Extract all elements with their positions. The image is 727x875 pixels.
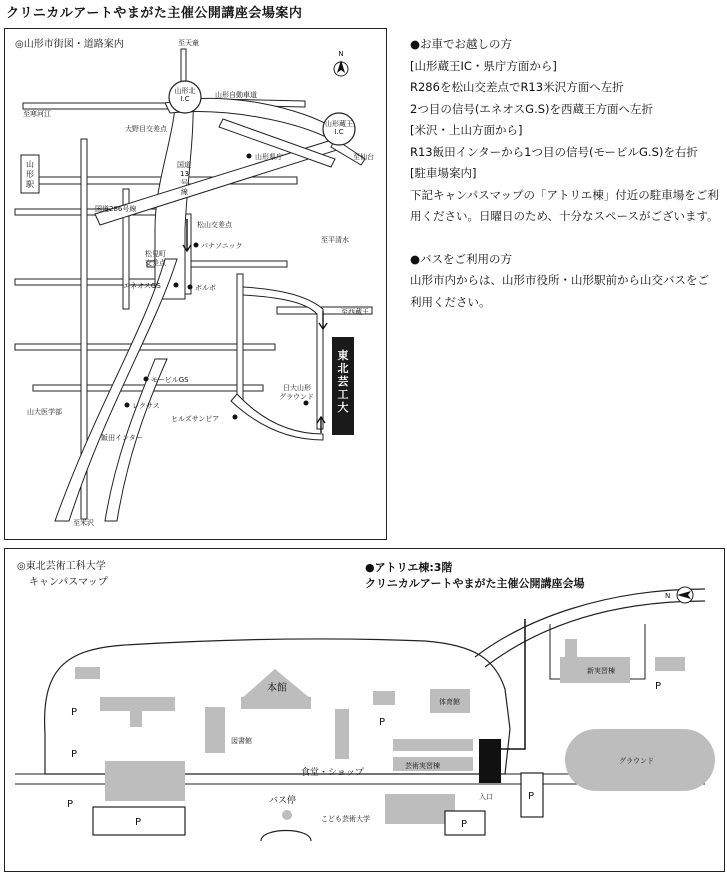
- city-map-canvas: [5, 29, 386, 539]
- label-lexus: レクサス: [132, 402, 160, 410]
- label-mobil: モービルGS: [151, 376, 189, 384]
- label-new-studio: 新実習棟: [587, 667, 615, 675]
- access-info: [410, 34, 725, 313]
- bus-heading: ●バスをご利用の方: [410, 251, 513, 266]
- page-title: クリニカルアートやまがた主催公開講座会場案内: [6, 6, 303, 21]
- label-nichidai: 日大山形グラウンド: [279, 384, 314, 401]
- label-to-yonezawa: 至米沢: [73, 519, 94, 527]
- parking-p-1: P: [71, 707, 78, 718]
- north-road: [475, 589, 705, 667]
- university-label: 東北芸工大: [337, 349, 349, 414]
- label-to-tendo: 至天童: [178, 39, 199, 47]
- parking-heading: [駐車場案内]: [410, 166, 477, 180]
- label-gym: 体育館: [439, 698, 460, 706]
- campus-heading-1: ◎東北芸術工科大学: [17, 561, 106, 572]
- label-yamagata-kita-ic: 山形北 I.C: [174, 87, 196, 103]
- road-network: [15, 49, 372, 521]
- label-to-nishizao: 至西蔵王: [341, 308, 369, 316]
- parking-p-2: P: [71, 749, 78, 760]
- label-to-hirashimizu: 至平清水: [321, 236, 349, 244]
- parking-p-7: P: [528, 791, 535, 802]
- direction-line-3: R13飯田インターから1つ目の信号(モービルG.S)を右折: [410, 144, 698, 159]
- label-route286: 国道286号線: [95, 205, 137, 213]
- label-volvo: ボルボ: [195, 284, 216, 292]
- campus-north-arrow-icon: [665, 587, 693, 603]
- atelier-line-2: クリニカルアートやまがた主催公開講座会場: [365, 577, 585, 590]
- parking-p-5: P: [379, 717, 386, 728]
- campus-north-label: N: [665, 592, 671, 600]
- label-eneos: エネオスGS: [123, 282, 161, 290]
- direction-line-1: R286を松山交差点でR13米沢方面へ左折: [410, 80, 624, 94]
- campus-map-canvas: [5, 549, 724, 871]
- label-kodomo: こども芸術大学: [321, 815, 370, 823]
- label-expressway: 山形自動車道: [215, 91, 257, 99]
- city-map-heading: ◎山形市街図・道路案内: [15, 39, 124, 50]
- north-arrow-icon: [334, 50, 348, 76]
- bus-line-2: 利用ください。: [410, 294, 491, 309]
- atelier-line-1: ●アトリエ棟:3階: [365, 561, 453, 574]
- direction-line-2: 2つ目の信号(エネオスG.S)を西蔵王方面へ左折: [410, 101, 654, 116]
- atelier-leader-line: [501, 619, 525, 749]
- north-label: N: [338, 50, 344, 58]
- label-panasonic: パナソニック: [201, 242, 243, 250]
- parking-p-4: P: [135, 817, 142, 828]
- label-matsuyama: 松山交差点: [197, 221, 232, 229]
- from-ic-heading: [山形蔵王IC・県庁方面から]: [410, 58, 557, 73]
- atelier-building: [479, 739, 501, 783]
- parking-line-2: 用ください。日曜日のため、十分なスペースがございます。: [410, 209, 719, 223]
- label-cafeteria: 食堂・ショップ: [301, 768, 364, 778]
- label-bus-stop: バス停: [269, 796, 297, 806]
- campus-map: [4, 548, 725, 872]
- parking-p-6: P: [461, 819, 468, 830]
- label-station: 山形駅: [26, 160, 34, 189]
- label-sunpia: ヒルズサンピア: [171, 415, 220, 423]
- label-route13: 国道 13 号線: [177, 161, 191, 196]
- label-iida: 飯田インター: [101, 434, 143, 442]
- label-to-sendai: 至仙台: [353, 153, 374, 161]
- label-entrance: 入口: [479, 793, 493, 801]
- label-ground: グラウンド: [619, 757, 654, 765]
- from-yonezawa-heading: [米沢・上山方面から]: [410, 123, 523, 137]
- label-to-sagae: 至寒河江: [23, 110, 51, 118]
- campus-heading-2: キャンパスマップ: [29, 577, 108, 588]
- parking-line-1: 下記キャンパスマップの「アトリエ棟」付近の駐車場をご利: [410, 187, 719, 202]
- bus-loop: [261, 831, 311, 842]
- bus-stop-icon: [282, 810, 292, 820]
- label-matsumi: 松見町交差点: [145, 250, 166, 267]
- label-honkan: 本館: [267, 683, 287, 694]
- city-road-map: [4, 28, 387, 540]
- label-pref-office: 山形県庁: [255, 153, 283, 161]
- car-heading: ●お車でお越しの方: [410, 37, 513, 51]
- bus-line-1: 山形市内からは、山形市役所・山形駅前から山交バスをご: [410, 273, 709, 287]
- parking-p-3: P: [67, 799, 74, 810]
- label-zao-ic: 山形蔵王 I.C: [325, 120, 353, 136]
- label-library: 図書館: [231, 737, 252, 745]
- label-onoda: 大野目交差点: [125, 125, 167, 133]
- label-art-studio: 芸術実習棟: [405, 762, 440, 770]
- parking-p-8: P: [655, 681, 662, 692]
- label-med-school: 山大医学部: [27, 408, 62, 416]
